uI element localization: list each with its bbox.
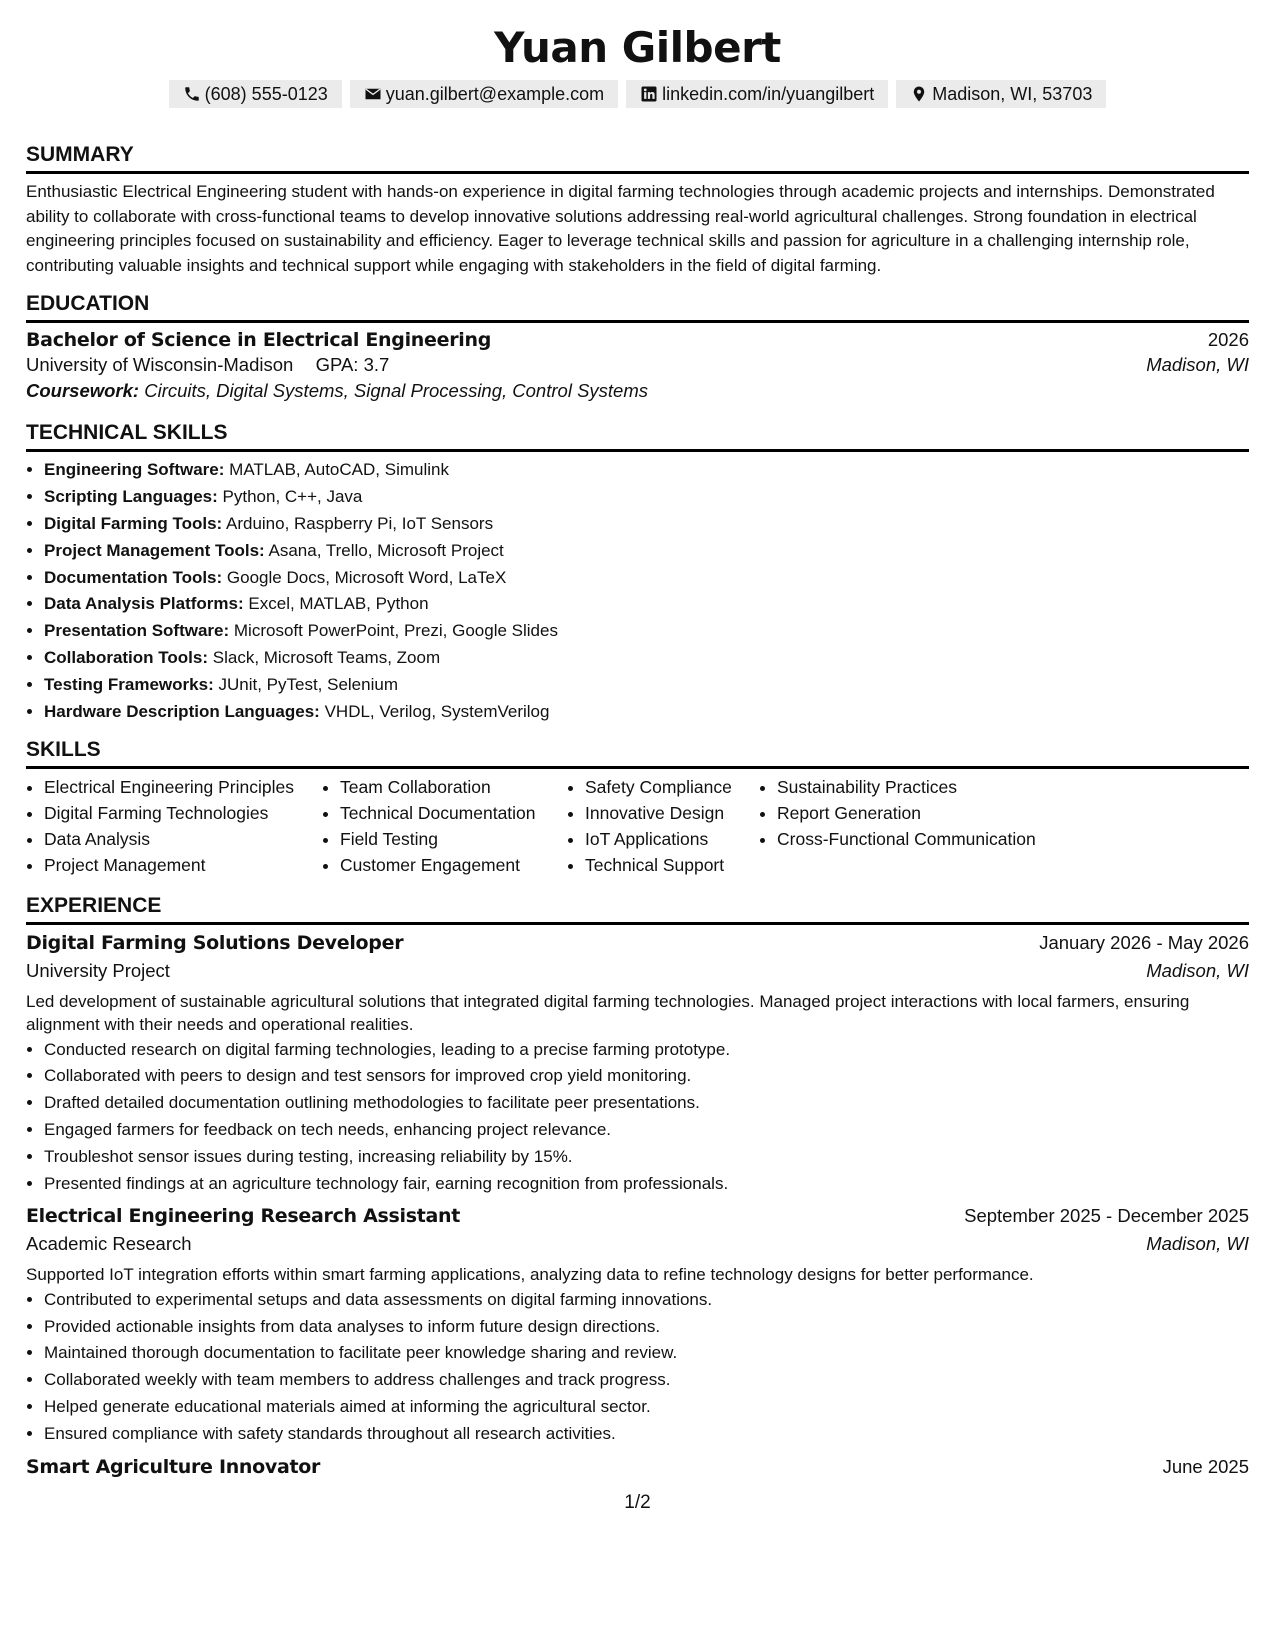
job-bullets (26, 1037, 1249, 1198)
skills-grid (26, 775, 1249, 878)
technical-skill-item (44, 484, 1249, 511)
skills-column (759, 775, 1036, 878)
skill-category: Testing Frameworks: (44, 674, 214, 694)
skill-category: Engineering Software: (44, 460, 225, 480)
job-dates: September 2025 - December 2025 (964, 1205, 1249, 1227)
coursework-list: Circuits, Digital Systems, Signal Processing, Control Systems (144, 380, 648, 402)
job-bullet: • Helped generate educational materials aimed at informing the agricultural sector. (44, 1394, 1249, 1421)
skill-values: Asana, Trello, Microsoft Project (268, 540, 504, 560)
job-title: Digital Farming Solutions Developer (26, 931, 404, 954)
job-bullet: • Contributed to experimental setups and data assessments on digital farming innovations. (44, 1287, 1249, 1314)
contact-location (896, 80, 1106, 108)
school-name: University of Wisconsin-Madison (26, 354, 294, 376)
technical-skill-item (44, 699, 1249, 726)
section-title-experience: EXPERIENCE (26, 893, 1249, 925)
job-organization: Academic Research (26, 1233, 192, 1255)
skill-values: Slack, Microsoft Teams, Zoom (212, 647, 441, 667)
job-bullet: • Collaborated weekly with team members to address challenges and track progress. (44, 1367, 1249, 1394)
skill-category: Hardware Description Languages: (44, 701, 320, 721)
skill-category: Project Management Tools: (44, 540, 265, 560)
linkedin-icon (640, 85, 658, 103)
technical-skill-item (44, 645, 1249, 672)
job-title: Electrical Engineering Research Assistant (26, 1205, 461, 1228)
contact-linkedin-text: linkedin.com/in/yuangilbert (662, 83, 875, 104)
technical-skill-item (44, 565, 1249, 592)
technical-skill-item (44, 672, 1249, 699)
job-dates: January 2026 - May 2026 (1039, 931, 1249, 953)
contact-phone-text: (608) 555-0123 (204, 83, 328, 104)
job-dates: June 2025 (1162, 1455, 1249, 1477)
experience-entry (26, 932, 1249, 1198)
section-title-skills: SKILLS (26, 737, 1249, 769)
skill-values: Excel, MATLAB, Python (248, 594, 429, 614)
skill-item: • Technical Support (585, 853, 759, 879)
coursework-label: Coursework: (26, 380, 140, 402)
gpa: GPA: 3.7 (315, 354, 390, 376)
skill-item: • Customer Engagement (340, 853, 567, 879)
skill-category: Documentation Tools: (44, 567, 223, 587)
contact-location-text: Madison, WI, 53703 (932, 83, 1093, 104)
skill-category: Presentation Software: (44, 621, 230, 641)
job-bullet: • Ensured compliance with safety standards throughout all research activities. (44, 1421, 1249, 1448)
skill-category: Digital Farming Tools: (44, 513, 223, 533)
skill-item: • Sustainability Practices (777, 775, 1036, 801)
candidate-name: Yuan Gilbert (494, 23, 781, 72)
skill-values: VHDL, Verilog, SystemVerilog (324, 701, 550, 721)
job-organization: University Project (26, 959, 170, 981)
job-bullet: • Collaborated with peers to design and test sensors for improved crop yield monitoring. (44, 1063, 1249, 1090)
contact-phone[interactable] (169, 80, 342, 108)
contact-linkedin[interactable] (626, 80, 888, 108)
school-location: Madison, WI (1146, 354, 1249, 376)
page-number: 1/2 (624, 1492, 651, 1513)
job-bullet: • Conducted research on digital farming technologies, leading to a precise farming prototype. (44, 1037, 1249, 1064)
contact-email[interactable] (350, 80, 618, 108)
section-title-education: EDUCATION (26, 291, 1249, 323)
technical-skills-list (26, 457, 1249, 725)
experience-entry (26, 1456, 1249, 1478)
map-pin-icon (910, 85, 928, 103)
skills-column (26, 775, 322, 878)
skill-item: • IoT Applications (585, 827, 759, 853)
skill-category: Scripting Languages: (44, 487, 218, 507)
experience-section (26, 893, 1249, 1478)
section-title-technical-skills: TECHNICAL SKILLS (26, 420, 1249, 452)
coursework (26, 380, 1249, 402)
job-bullet: • Presented findings at an agriculture technology fair, earning recognition from professionals. (44, 1171, 1249, 1198)
job-bullet: • Troubleshot sensor issues during testing, increasing reliability by 15%. (44, 1144, 1249, 1171)
technical-skill-item (44, 618, 1249, 645)
skills-section (26, 737, 1249, 878)
skill-item: • Innovative Design (585, 801, 759, 827)
education-section (26, 291, 1249, 402)
skill-item: • Team Collaboration (340, 775, 567, 801)
technical-skill-item (44, 511, 1249, 538)
summary-text: Enthusiastic Electrical Engineering student with hands-on experience in digital farming technologies through academic projects and internships. Demonstrated ability to collaborate with cross-functional teams to develop innovative solutions addressing real-world agricultural challenges. Strong foundation in electrical engineering principles focused on sustainability and efficiency. Eager to leverage technical skills and passion for agriculture in a challenging internship role, contributing valuable insights and technical support while engaging with stakeholders in the field of digital farming. (26, 182, 1215, 275)
section-title-summary: SUMMARY (26, 142, 1249, 174)
technical-skill-item (44, 591, 1249, 618)
degree-title: Bachelor of Science in Electrical Engineering (26, 329, 491, 352)
contact-email-text: yuan.gilbert@example.com (385, 83, 605, 104)
skill-category: Collaboration Tools: (44, 647, 209, 667)
job-bullet: • Drafted detailed documentation outlining methodologies to facilitate peer presentations. (44, 1090, 1249, 1117)
skill-values: Microsoft PowerPoint, Prezi, Google Slides (233, 621, 558, 641)
job-description: Supported IoT integration efforts within smart farming applications, analyzing data to refine technology designs for better performance. (26, 1265, 1034, 1285)
job-location: Madison, WI (1146, 1233, 1249, 1255)
skill-values: MATLAB, AutoCAD, Simulink (229, 460, 449, 480)
technical-skill-item (44, 457, 1249, 484)
skills-column (322, 775, 567, 878)
skill-item: • Safety Compliance (585, 775, 759, 801)
skill-item: • Field Testing (340, 827, 567, 853)
skills-column (567, 775, 759, 878)
skill-values: Google Docs, Microsoft Word, LaTeX (226, 567, 507, 587)
technical-skills-section (26, 420, 1249, 725)
skill-item: • Electrical Engineering Principles (44, 775, 322, 801)
skill-values: Arduino, Raspberry Pi, IoT Sensors (225, 513, 494, 533)
skill-values: Python, C++, Java (222, 487, 363, 507)
job-description: Led development of sustainable agricultural solutions that integrated digital farming technologies. Managed project interactions with local farmers, ensuring alignment with their needs and operational realities. (26, 991, 1190, 1035)
skill-item: • Project Management (44, 853, 322, 879)
skill-item: • Digital Farming Technologies (44, 801, 322, 827)
skill-item: • Report Generation (777, 801, 1036, 827)
job-bullet: • Engaged farmers for feedback on tech needs, enhancing project relevance. (44, 1117, 1249, 1144)
summary-section (26, 142, 1249, 278)
skill-item: • Data Analysis (44, 827, 322, 853)
skill-item: • Technical Documentation (340, 801, 567, 827)
graduation-year: 2026 (1207, 329, 1249, 351)
experience-entry (26, 1205, 1249, 1447)
job-bullet: • Provided actionable insights from data analyses to inform future design directions. (44, 1314, 1249, 1341)
job-bullet: • Maintained thorough documentation to facilitate peer knowledge sharing and review. (44, 1340, 1249, 1367)
phone-icon (183, 85, 201, 103)
resume-page (26, 0, 1249, 1478)
contact-bar (26, 80, 1249, 108)
envelope-icon (364, 85, 382, 103)
skill-values: JUnit, PyTest, Selenium (218, 674, 398, 694)
job-title: Smart Agriculture Innovator (26, 1455, 321, 1478)
job-bullets (26, 1287, 1249, 1448)
skill-item: • Cross-Functional Communication (777, 827, 1036, 853)
skill-category: Data Analysis Platforms: (44, 594, 244, 614)
job-location: Madison, WI (1146, 959, 1249, 981)
technical-skill-item (44, 538, 1249, 565)
